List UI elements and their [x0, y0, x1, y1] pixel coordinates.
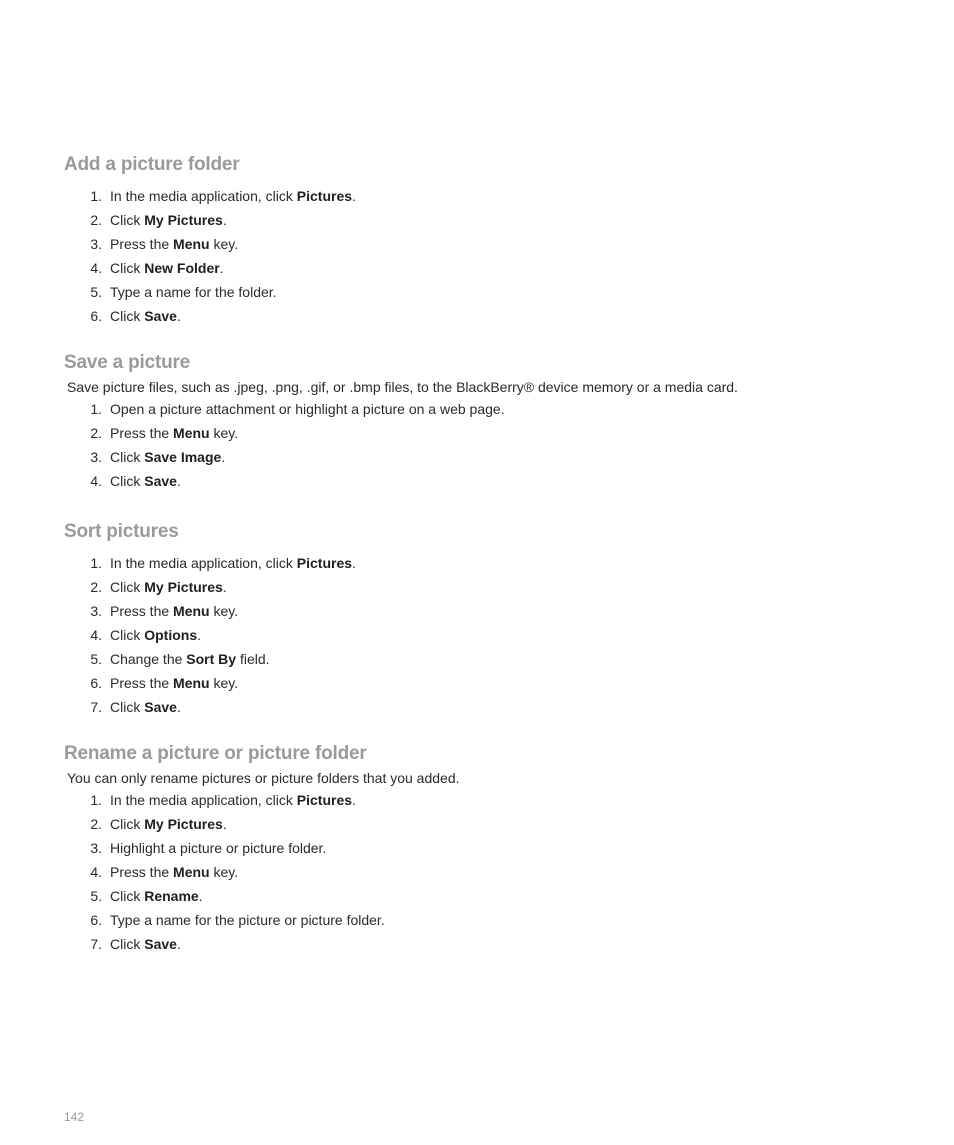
step-ui-term: Save [144, 308, 177, 324]
step-ui-term: Save [144, 699, 177, 715]
step-number: 1 . [86, 397, 102, 421]
steps-list [64, 788, 924, 956]
step-text-end: . [352, 792, 356, 808]
step-text-end: . [221, 449, 226, 465]
step-ui-term: Menu [173, 675, 210, 691]
step-ui-term: Menu [173, 864, 210, 880]
step-ui-term: Menu [173, 603, 210, 619]
step-item [64, 623, 924, 647]
step-item [64, 836, 924, 860]
step-ui-term: My Pictures [144, 579, 223, 595]
step-text-end: . [176, 308, 181, 324]
section-heading: Save a picture [64, 352, 191, 373]
step-number: 3 . [86, 232, 102, 256]
step-ui-term: Pictures [296, 792, 353, 808]
section-intro: You can only rename pictures or picture folders that you added. [67, 770, 460, 786]
step-number: 6 . [86, 671, 102, 695]
step-item [64, 908, 924, 932]
steps-list [64, 184, 924, 328]
step-text-end: . [197, 627, 202, 643]
section-rename-picture [64, 742, 924, 956]
step-text: Open a picture attachment or highlight a picture on a web page. [110, 401, 505, 417]
step-number: 3 . [86, 599, 102, 623]
step-item [64, 812, 924, 836]
step-number: 1 . [86, 184, 102, 208]
step-text: Change the [110, 651, 187, 667]
step-number: 2 . [86, 812, 102, 836]
section-heading: Add a picture folder [64, 154, 240, 175]
step-number: 2 . [86, 208, 102, 232]
step-ui-term: Save [144, 473, 177, 489]
step-text: Click [110, 816, 145, 832]
step-item [64, 469, 924, 493]
step-text-end: . [219, 260, 224, 276]
step-text: Click [110, 473, 145, 489]
section-save-picture [64, 351, 924, 493]
step-item [64, 788, 924, 812]
step-text-end: . [352, 188, 356, 204]
step-ui-term: Options [144, 627, 198, 643]
step-number: 7 . [86, 695, 102, 719]
step-ui-term: Rename [144, 888, 199, 904]
step-ui-term: My Pictures [144, 212, 223, 228]
steps-list [64, 397, 924, 493]
step-item [64, 647, 924, 671]
step-text-end: . [222, 816, 227, 832]
step-item [64, 695, 924, 719]
step-item [64, 575, 924, 599]
section-add-picture-folder [64, 153, 924, 328]
step-text-end: key. [209, 675, 239, 691]
step-text-end: . [352, 555, 356, 571]
step-ui-term: Pictures [296, 188, 353, 204]
step-item [64, 256, 924, 280]
step-ui-term: Sort By [186, 651, 237, 667]
step-text: Click [110, 936, 145, 952]
step-item [64, 860, 924, 884]
step-text-end: key. [209, 236, 239, 252]
step-item [64, 599, 924, 623]
step-ui-term: Save [144, 936, 177, 952]
step-item [64, 551, 924, 575]
step-text-end: . [176, 936, 181, 952]
step-text-end: key. [209, 864, 239, 880]
step-text-end: . [222, 212, 227, 228]
step-text-end: . [176, 699, 181, 715]
step-text-end: key. [209, 425, 239, 441]
step-text: Click [110, 260, 145, 276]
step-text: Click [110, 308, 145, 324]
step-item [64, 280, 924, 304]
step-number: 4 . [86, 256, 102, 280]
step-item [64, 184, 924, 208]
step-ui-term: Save Image [144, 449, 222, 465]
step-number: 6 . [86, 304, 102, 328]
step-text: Type a name for the picture or picture folder. [110, 912, 385, 928]
steps-list [64, 551, 924, 719]
section-intro: Save picture files, such as .jpeg, .png, .gif, or .bmp files, to the BlackBerry® device memory or a media card. [67, 379, 738, 395]
step-text: Click [110, 627, 145, 643]
step-item [64, 671, 924, 695]
step-ui-term: Menu [173, 236, 210, 252]
step-ui-term: My Pictures [144, 816, 223, 832]
step-number: 1 . [86, 788, 102, 812]
step-ui-term: Menu [173, 425, 210, 441]
section-heading: Rename a picture or picture folder [64, 743, 367, 764]
step-number: 3 . [86, 445, 102, 469]
step-text: Click [110, 212, 145, 228]
step-ui-term: New Folder [144, 260, 220, 276]
step-text: Highlight a picture or picture folder. [110, 840, 327, 856]
step-text-end: . [176, 473, 181, 489]
step-number: 2 . [86, 575, 102, 599]
page-number: 142 [64, 1110, 85, 1124]
step-number: 5 . [86, 647, 102, 671]
step-text: Click [110, 888, 145, 904]
step-text: Press the [110, 603, 174, 619]
step-number: 2 . [86, 421, 102, 445]
step-text: In the media application, click [110, 188, 297, 204]
step-number: 4 . [86, 860, 102, 884]
step-item [64, 208, 924, 232]
step-item [64, 232, 924, 256]
step-text-end: field. [236, 651, 270, 667]
step-number: 1 . [86, 551, 102, 575]
step-item [64, 397, 924, 421]
step-text: Type a name for the folder. [110, 284, 277, 300]
step-number: 3 . [86, 836, 102, 860]
step-ui-term: Pictures [296, 555, 353, 571]
step-number: 5 . [86, 280, 102, 304]
step-number: 4 . [86, 469, 102, 493]
step-number: 4 . [86, 623, 102, 647]
step-text-end: . [222, 579, 227, 595]
step-number: 7 . [86, 932, 102, 956]
step-item [64, 884, 924, 908]
step-text: Press the [110, 236, 174, 252]
step-text: In the media application, click [110, 792, 297, 808]
step-text-end: key. [209, 603, 239, 619]
step-text: Click [110, 579, 145, 595]
step-text-end: . [198, 888, 203, 904]
step-item [64, 445, 924, 469]
step-item [64, 304, 924, 328]
step-text: Press the [110, 425, 174, 441]
step-text: In the media application, click [110, 555, 297, 571]
step-text: Click [110, 699, 145, 715]
section-heading: Sort pictures [64, 521, 179, 542]
step-number: 5 . [86, 884, 102, 908]
step-number: 6 . [86, 908, 102, 932]
step-text: Press the [110, 864, 174, 880]
step-text: Click [110, 449, 145, 465]
step-item [64, 421, 924, 445]
step-item [64, 932, 924, 956]
step-text: Press the [110, 675, 174, 691]
section-sort-pictures [64, 520, 924, 719]
